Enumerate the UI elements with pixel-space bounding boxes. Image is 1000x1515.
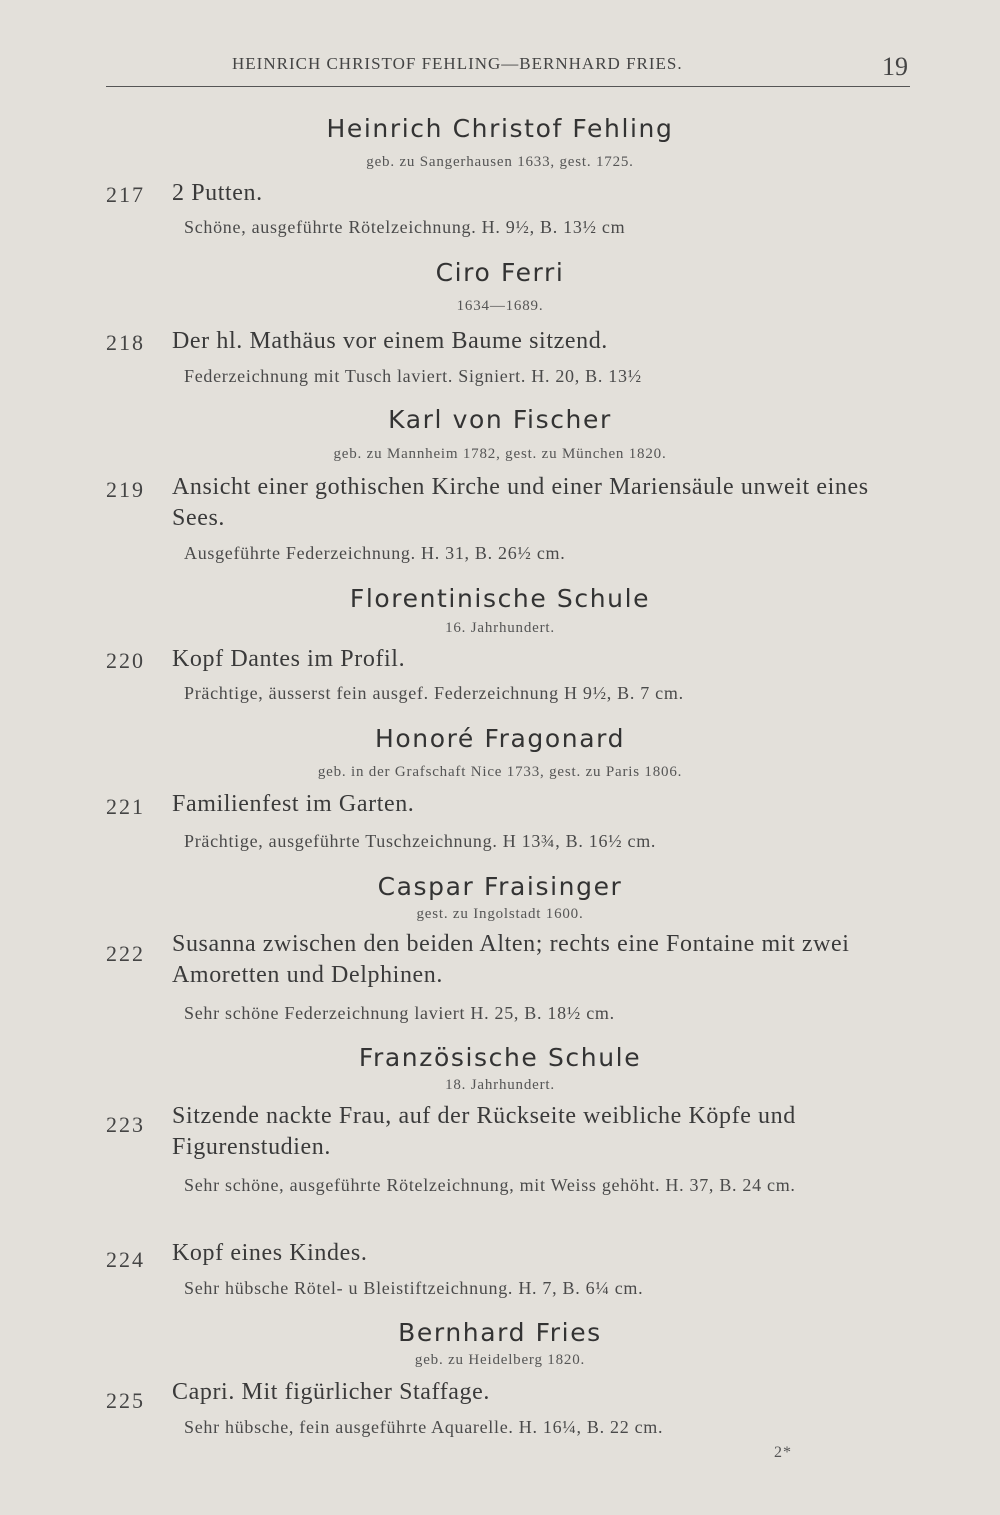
lot-title: 2 Putten.	[172, 180, 263, 206]
artist-heading: Heinrich Christof Fehling	[326, 114, 674, 143]
lot-number: 221	[106, 794, 145, 819]
lot-title: Susanna zwischen den beiden Alten; rechts eine Fontaine mit zwei Amoretten und Delphinen.	[172, 931, 850, 988]
lot-description: Sehr schöne Federzeichnung laviert H. 25, B. 18½ cm.	[184, 1003, 615, 1023]
lot-number: 222	[106, 941, 145, 966]
lot-description: Sehr hübsche Rötel- u Bleistiftzeichnung. H. 7, B. 6¼ cm.	[184, 1278, 644, 1298]
lot-description: Sehr hübsche, fein ausgeführte Aquarelle. H. 16¼, B. 22 cm.	[184, 1417, 664, 1437]
artist-heading: Ciro Ferri	[435, 258, 565, 287]
artist-heading: Caspar Fraisinger	[377, 872, 623, 901]
lot-number: 224	[106, 1247, 145, 1272]
lot-description: Federzeichnung mit Tusch laviert. Signiert. H. 20, B. 13½	[184, 366, 642, 386]
lot-title: Familienfest im Garten.	[172, 791, 415, 817]
lot-number: 225	[106, 1388, 145, 1413]
artist-heading: Florentinische Schule	[349, 584, 651, 613]
lot-title: Capri. Mit figürlicher Staffage.	[172, 1379, 491, 1405]
lot-description: Ausgeführte Federzeichnung. H. 31, B. 26½ cm.	[184, 543, 566, 563]
artist-dates: geb. zu Heidelberg 1820.	[414, 1352, 586, 1368]
artist-dates: 18. Jahrhundert.	[445, 1077, 555, 1093]
lot-description: Prächtige, äusserst fein ausgef. Federzeichnung H 9½, B. 7 cm.	[184, 683, 684, 703]
header-rule	[106, 86, 910, 87]
artist-heading: Honoré Fragonard	[374, 724, 626, 753]
artist-heading: Französische Schule	[358, 1043, 642, 1072]
lot-number: 219	[106, 477, 145, 502]
artist-heading: Bernhard Fries	[398, 1318, 602, 1347]
artist-dates: geb. in der Grafschaft Nice 1733, gest. zu Paris 1806.	[317, 764, 683, 780]
page-number: 19	[882, 52, 908, 81]
signature-mark: 2*	[774, 1444, 792, 1461]
lot-title: Sitzende nackte Frau, auf der Rückseite weibliche Köpfe und Figurenstudien.	[172, 1103, 796, 1160]
running-title: HEINRICH CHRISTOF FEHLING—BERNHARD FRIES.	[232, 54, 683, 73]
lot-description: Prächtige, ausgeführte Tuschzeichnung. H 13¾, B. 16½ cm.	[184, 831, 657, 851]
lot-number: 220	[106, 648, 145, 673]
artist-dates: gest. zu Ingolstadt 1600.	[416, 906, 584, 922]
artist-dates: geb. zu Mannheim 1782, gest. zu München 1820.	[333, 446, 667, 462]
artist-heading: Karl von Fischer	[388, 405, 612, 434]
lot-description: Sehr schöne, ausgeführte Rötelzeichnung, mit Weiss gehöht. H. 37, B. 24 cm.	[184, 1175, 796, 1195]
lot-number: 223	[106, 1112, 145, 1137]
artist-dates: geb. zu Sangerhausen 1633, gest. 1725.	[366, 154, 634, 170]
artist-dates: 1634—1689.	[456, 298, 544, 314]
lot-number: 218	[106, 330, 145, 355]
lot-title: Der hl. Mathäus vor einem Baume sitzend.	[172, 328, 608, 354]
lot-title: Ansicht einer gothischen Kirche und einer Mariensäule unweit eines Sees.	[172, 474, 869, 531]
lot-number: 217	[106, 182, 145, 207]
lot-description: Schöne, ausgeführte Rötelzeichnung. H. 9½, B. 13½ cm	[184, 217, 626, 237]
lot-title: Kopf Dantes im Profil.	[172, 646, 406, 672]
lot-title: Kopf eines Kindes.	[172, 1240, 368, 1266]
artist-dates: 16. Jahrhundert.	[445, 620, 555, 636]
